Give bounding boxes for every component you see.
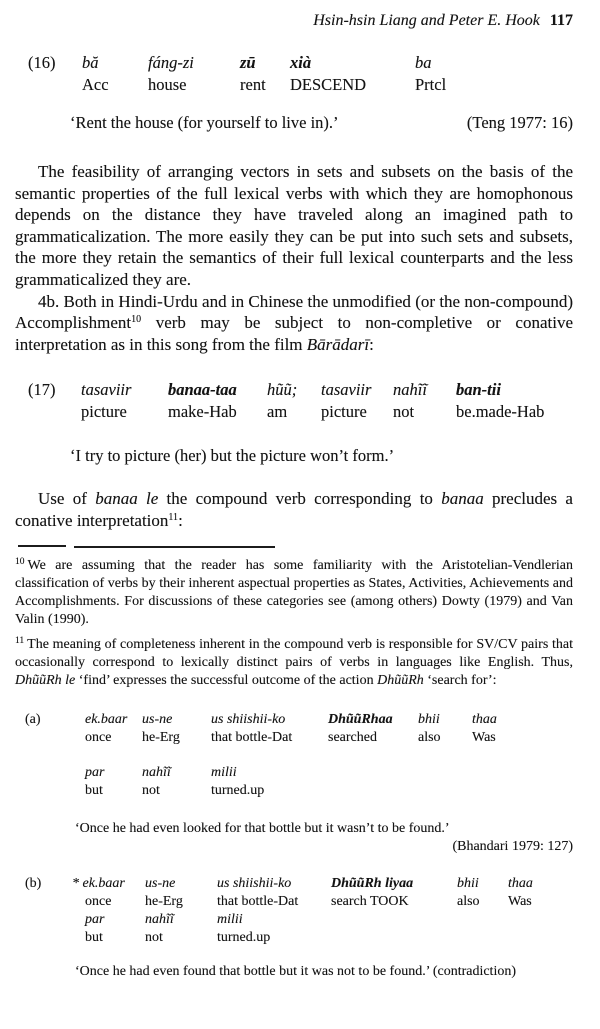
gloss-word: fáng-zi — [148, 53, 194, 72]
gloss-word: us shiishii-ko — [217, 875, 292, 891]
gloss-word: ek.baar — [85, 711, 128, 727]
verb-form: banaa le — [95, 489, 159, 509]
verb-form: banaa — [441, 489, 484, 509]
gloss-row-pair — [85, 764, 497, 800]
gloss-word: bhii — [418, 711, 440, 727]
gloss-label: Was — [472, 729, 496, 745]
example-b-translation: ‘Once he had even found that bottle but it was not to be found.’ (contradiction) — [75, 963, 516, 979]
example-b-label: (b) — [25, 875, 42, 891]
gloss-word-text: ek.baar — [82, 875, 125, 891]
gloss-word: thaa — [508, 875, 533, 891]
gloss-label: am — [267, 402, 288, 422]
gloss-word: hũũ; — [267, 380, 298, 400]
paragraph-text: : — [369, 334, 374, 354]
footnote-text: ‘search for’: — [423, 672, 497, 688]
gloss-label: rent — [240, 75, 266, 94]
gloss-row-pair — [85, 911, 533, 947]
gloss-row-pair — [85, 711, 497, 747]
gloss-column — [142, 764, 211, 800]
gloss-column — [217, 875, 331, 911]
gloss-column — [217, 911, 270, 947]
gloss-column — [72, 875, 145, 911]
footnote-reference-10: 10 — [131, 314, 142, 326]
gloss-word: milii — [217, 911, 243, 927]
example-a-translation: ‘Once he had even looked for that bottle but it wasn’t to be found.’ — [75, 820, 450, 836]
citation: (Bhandari 1979: 127) — [452, 838, 573, 854]
gloss-column — [328, 711, 418, 747]
footnote-11 — [15, 636, 573, 690]
gloss-word: bă — [82, 53, 99, 72]
gloss-word: thaa — [472, 711, 497, 727]
gloss-column — [418, 711, 472, 747]
gloss-column — [82, 52, 148, 96]
citation: (Teng 1977: 16) — [466, 113, 573, 132]
gloss-column — [85, 764, 142, 800]
gloss-column — [508, 875, 533, 911]
gloss-column — [148, 52, 240, 96]
gloss-column — [415, 52, 446, 96]
gloss-label: be.made-Hab — [456, 402, 545, 422]
gloss-label: turned.up — [211, 782, 265, 798]
gloss-label: search TOOK — [331, 893, 409, 909]
footnote-text: We are assuming that the reader has some familiarity with the Aristotelian-Vendlerian classification of verbs by their inherent aspectual properties as States, Activities, Achievements and Accomplishments. For discussions of these categories see (among others) Dowty (1979) and Van Valin (1990). — [15, 557, 573, 627]
footnote-text: ‘find’ expresses the successful outcome of the action — [75, 672, 378, 688]
gloss-column — [240, 52, 290, 96]
example-b-gloss-table — [72, 875, 533, 947]
example-17-gloss-table — [81, 379, 573, 423]
gloss-column — [331, 875, 457, 911]
gloss-label: picture — [81, 402, 127, 422]
gloss-column — [290, 52, 415, 96]
gloss-label: he-Erg — [145, 893, 183, 909]
gloss-column — [145, 875, 217, 911]
page-header — [15, 12, 573, 30]
footnote-example-b — [25, 875, 573, 947]
gloss-column — [321, 379, 393, 423]
gloss-column — [81, 379, 168, 423]
gloss-word: par — [85, 911, 105, 927]
gloss-column — [457, 875, 508, 911]
footnote-reference-11: 11 — [168, 511, 179, 523]
gloss-word: us-ne — [145, 875, 176, 891]
paragraph-text: verb may be subject to non-completive or conative interpretation as in this song from the film — [15, 313, 573, 354]
gloss-column — [168, 379, 267, 423]
gloss-label: searched — [328, 729, 377, 745]
footnote-10 — [15, 557, 573, 629]
gloss-label: make-Hab — [168, 402, 237, 422]
gloss-word: nahĩĩ — [393, 380, 427, 400]
gloss-word: nahĩĩ — [142, 764, 171, 780]
gloss-label: turned.up — [217, 929, 271, 945]
example-16-gloss-table — [82, 52, 573, 96]
gloss-word: nahĩĩ — [145, 911, 174, 927]
footnote-example-a — [25, 711, 573, 800]
gloss-label: but — [85, 782, 103, 798]
ungrammaticality-asterisk: * — [72, 875, 83, 891]
gloss-label: that bottle-Dat — [211, 729, 293, 745]
translation-text: ‘I try to picture (her) but the picture won’t form.’ — [70, 446, 395, 466]
footnote-10-marker: 10 — [15, 556, 25, 567]
body-paragraph-3 — [15, 488, 573, 531]
gloss-word: us shiishii-ko — [211, 711, 286, 727]
page-number: 117 — [549, 12, 573, 29]
gloss-label: picture — [321, 402, 367, 422]
gloss-column — [85, 911, 145, 947]
gloss-label: once — [85, 729, 112, 745]
gloss-label: that bottle-Dat — [217, 893, 299, 909]
gloss-label: house — [148, 75, 187, 94]
gloss-label: DESCEND — [290, 75, 367, 94]
gloss-column — [145, 911, 217, 947]
gloss-word — [72, 875, 145, 893]
example-16-label: (16) — [28, 53, 56, 72]
body-paragraph-2 — [15, 291, 573, 356]
film-title: Bārādarī — [306, 334, 370, 354]
paragraph-text: the compound verb corresponding to — [158, 489, 442, 509]
footnote-11-marker: 11 — [15, 635, 25, 646]
gloss-column — [211, 711, 328, 747]
gloss-column — [267, 379, 321, 423]
gloss-word: milii — [211, 764, 237, 780]
gloss-word: ba — [415, 53, 432, 72]
separator-line-long — [74, 546, 275, 548]
example-16-translation-line — [70, 113, 573, 133]
gloss-label: also — [457, 893, 480, 909]
gloss-label: also — [418, 729, 441, 745]
gloss-word: tasaviir — [321, 380, 372, 400]
example-17-label: (17) — [28, 380, 56, 400]
example-16 — [28, 52, 573, 96]
gloss-word: DhũũRhaa — [328, 711, 393, 727]
translation-text: ‘Rent the house (for yourself to live in).’ — [70, 113, 339, 132]
gloss-label: not — [145, 929, 163, 945]
paragraph-text: 4b. Both in Hindi-Urdu and in Chinese the unmodified (or the non-compound) Accomplishment — [15, 291, 573, 333]
footnote-text: The meaning of completeness inherent in the compound verb is responsible for SV/CV pairs that occasionally correspond to lexically distinct pairs of verbs in languages like English. Thus, — [15, 636, 573, 670]
footnote-separator — [18, 544, 573, 550]
gloss-column — [472, 711, 497, 747]
gloss-word: tasaviir — [81, 380, 132, 400]
gloss-label: Acc — [82, 75, 109, 94]
gloss-word: bhii — [457, 875, 479, 891]
gloss-column — [211, 764, 264, 800]
example-17-translation-line — [70, 446, 573, 466]
separator-line-short — [18, 545, 66, 547]
gloss-label: he-Erg — [142, 729, 180, 745]
example-a-gloss-table — [85, 711, 497, 800]
gloss-column — [142, 711, 211, 747]
gloss-column — [393, 379, 456, 423]
gloss-word: banaa-taa — [168, 380, 237, 400]
gloss-label: not — [142, 782, 160, 798]
paragraph-text: precludes a conative interpretation — [15, 489, 573, 530]
gloss-word: zū — [240, 53, 256, 72]
gloss-column — [456, 379, 544, 423]
gloss-word: xià — [290, 53, 312, 72]
gloss-column — [85, 711, 142, 747]
gloss-label: Prtcl — [415, 75, 447, 94]
gloss-label: Was — [508, 893, 532, 909]
gloss-row-pair — [72, 875, 533, 911]
gloss-label: not — [393, 402, 415, 422]
paragraph-text: Use of — [38, 489, 96, 509]
gloss-label: once — [85, 893, 112, 909]
gloss-word: par — [85, 764, 105, 780]
running-head-authors: Hsin-hsin Liang and Peter E. Hook — [313, 12, 540, 29]
body-paragraph-1: The feasibility of arranging vectors in sets and subsets on the basis of the semantic properties of the full lexical verbs with which they are homophonous depends on the distance they have traveled along an imagined path to grammaticalization. The more easily they can be put into such sets and subsets, the more they retain the semantics of their full lexical counterparts and the less grammaticalized they are. — [15, 162, 573, 289]
example-17 — [28, 379, 573, 423]
verb-form: DhũũRh le — [15, 672, 76, 688]
gloss-word: ban-tii — [456, 380, 501, 400]
gloss-label: but — [85, 929, 103, 945]
gloss-word: us-ne — [142, 711, 173, 727]
example-a-label: (a) — [25, 711, 41, 727]
verb-form: DhũũRh — [377, 672, 424, 688]
gloss-word: DhũũRh liyaa — [331, 875, 414, 891]
paragraph-text: : — [178, 510, 183, 530]
